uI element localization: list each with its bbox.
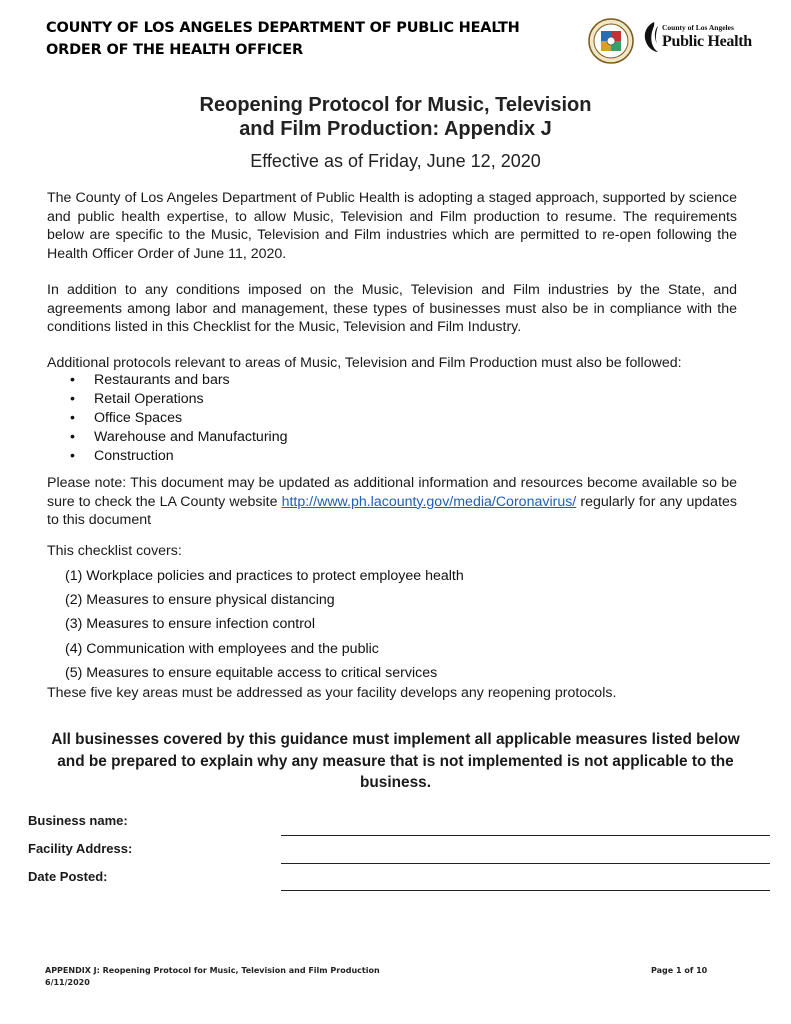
public-health-logo	[640, 20, 750, 58]
county-seal-icon	[588, 18, 634, 64]
list-item: (2) Measures to ensure physical distancing	[65, 592, 335, 609]
date-posted-field[interactable]	[281, 890, 770, 891]
logo-county-text: County of Los Angeles	[662, 23, 734, 32]
protocol-list	[70, 371, 287, 466]
date-posted-label: Date Posted:	[28, 869, 108, 884]
key-areas-paragraph: These five key areas must be addressed as your facility develops any reopening protocols.	[47, 685, 617, 701]
business-name-label: Business name:	[28, 813, 128, 828]
footer-document-title: APPENDIX J: Reopening Protocol for Music, Television and Film Production	[45, 966, 380, 975]
checklist-areas-list	[65, 564, 464, 685]
list-item: • Office Spaces	[70, 410, 183, 426]
document-title-line2: and Film Production: Appendix J	[239, 118, 552, 140]
conditions-paragraph: In addition to any conditions imposed on the Music, Television and Film industries by the State, and agreements among labor and management, these types of businesses must also be in compliance with the conditions listed in this Checklist for the Music, Television and Film Industry.	[47, 282, 737, 336]
logo-public-health-text: Public Health	[662, 33, 752, 50]
coronavirus-website-link[interactable]: http://www.ph.lacounty.gov/media/Coronavirus/	[281, 493, 577, 510]
bullet-icon: •	[70, 391, 75, 407]
facility-address-field[interactable]	[281, 863, 770, 864]
list-item: (1) Workplace policies and practices to protect employee health	[65, 568, 464, 584]
bullet-icon: •	[70, 429, 75, 445]
list-item: (4) Communication with employees and the public	[65, 640, 379, 657]
bullet-icon: •	[70, 448, 75, 464]
header-order: ORDER OF THE HEALTH OFFICER	[46, 42, 303, 58]
list-item: (5) Measures to ensure equitable access to critical services	[65, 664, 438, 681]
list-item: • Retail Operations	[70, 391, 204, 407]
bullet-icon: •	[70, 372, 75, 388]
update-note-paragraph: Please note: This document may be updated as additional information and resources become available so be sure to check the LA County website http://www.ph.lacounty.gov/media/Coronavirus/ regularly for any updates to this document	[47, 475, 737, 529]
list-item: • Construction	[70, 448, 174, 464]
header-department: COUNTY OF LOS ANGELES DEPARTMENT OF PUBLIC HEALTH	[46, 20, 520, 36]
document-title-line1: Reopening Protocol for Music, Television	[199, 94, 592, 116]
bullet-icon: •	[70, 410, 75, 426]
footer-date: 6/11/2020	[45, 978, 90, 987]
additional-protocols-paragraph: Additional protocols relevant to areas of Music, Television and Film Production must also be followed:	[47, 355, 682, 371]
footer-page-number: Page 1 of 10	[651, 966, 708, 975]
list-item: • Restaurants and bars	[70, 372, 230, 388]
public-health-mark-icon	[640, 20, 662, 54]
intro-paragraph: The County of Los Angeles Department of Public Health is adopting a staged approach, supported by science and public health expertise, to allow Music, Television and Film production to resume. The requirements below are specific to the Music, Television and Film industries which are permitted to re-open following the Health Officer Order of June 11, 2020.	[47, 190, 737, 262]
list-item: (3) Measures to ensure infection control	[65, 616, 315, 633]
effective-date: Effective as of Friday, June 12, 2020	[250, 151, 541, 171]
implementation-notice: All businesses covered by this guidance must implement all applicable measures listed below and be prepared to explain why any measure that is not implemented is not applicable to the business.	[51, 731, 740, 792]
checklist-covers-heading: This checklist covers:	[47, 543, 182, 559]
business-name-field[interactable]	[281, 835, 770, 836]
facility-address-label: Facility Address:	[28, 841, 133, 856]
list-item: • Warehouse and Manufacturing	[70, 429, 288, 445]
